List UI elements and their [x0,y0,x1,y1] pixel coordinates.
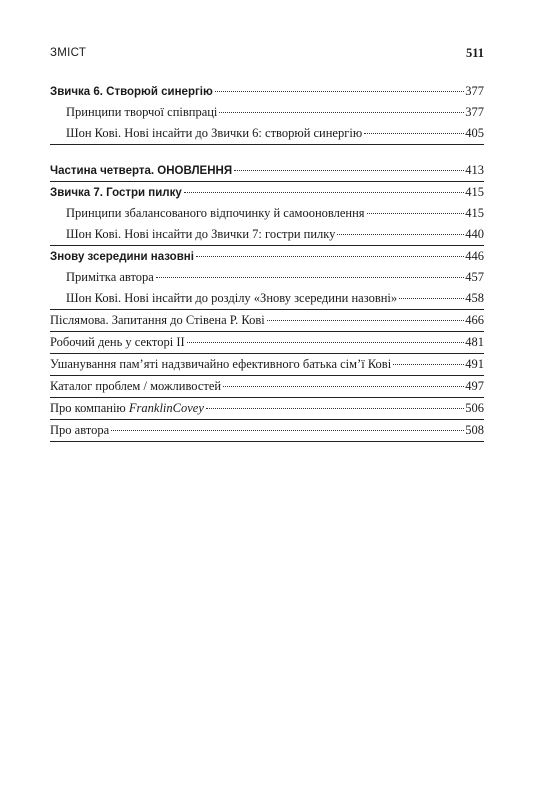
dot-leader [234,170,464,171]
toc-entry-title: Принципи збалансованого відпочинку й самооновлення [66,206,365,220]
dot-leader [219,112,464,113]
toc-section-habit-7 [50,182,484,246]
dot-leader [156,277,464,278]
toc-entry[interactable] [50,160,484,181]
toc-entry-title [50,398,204,419]
toc-entry[interactable] [50,182,484,203]
toc-entry-title: Післямова. Запитання до Стівена Р. Кові [50,313,265,327]
toc-section-inside-out [50,246,484,310]
dot-leader [215,91,464,92]
toc-entry-page: 497 [465,379,484,393]
toc-entry-title: Каталог проблем / можливостей [50,379,222,393]
running-head: ЗМІСТ [50,47,87,59]
toc-entry[interactable] [50,123,484,144]
toc-entry-page: 405 [465,126,484,140]
toc-entry-page: 415 [465,206,484,220]
toc-entry[interactable] [50,81,484,102]
toc-entry[interactable] [50,203,484,224]
toc-entry-title: Примітка автора [66,270,154,284]
dot-leader [364,133,464,134]
toc-entry-page: 491 [465,357,484,371]
dot-leader [367,213,465,214]
page-number: 511 [465,46,484,60]
toc-entry[interactable] [50,288,484,309]
company-name: FranklinCovey [128,401,204,415]
toc-entry-page: 415 [465,185,484,199]
dot-leader [267,320,465,321]
toc-section-habit-6 [50,81,484,145]
toc-entry-title: Про автора [50,423,110,437]
toc-entry-title: Шон Кові. Нові інсайти до Звички 7: гостри пилку [66,227,336,241]
toc-entry[interactable] [50,354,484,376]
dot-leader [393,364,464,365]
toc-entry-page: 440 [465,227,484,241]
dot-leader [111,430,464,431]
toc-entry-page: 458 [465,291,484,305]
toc-entry-title: Принципи творчої співпраці [66,105,218,119]
toc-entry-page: 506 [465,401,484,415]
toc-entry-page: 508 [465,423,484,437]
toc-entry[interactable] [50,398,484,420]
toc-entry[interactable] [50,310,484,332]
toc-entry[interactable] [50,246,484,267]
toc-entry-page: 413 [465,163,484,177]
dot-leader [184,192,464,193]
toc-entry-title: Частина четверта. ОНОВЛЕННЯ [50,165,233,177]
toc-entry[interactable] [50,420,484,442]
dot-leader [196,256,464,257]
table-of-contents [50,81,484,442]
toc-entry-title: Знову зсередини назовні [50,251,194,263]
toc-section-part-four [50,160,484,182]
toc-entry-page: 377 [465,105,484,119]
toc-entry-page: 446 [465,249,484,263]
toc-entry[interactable] [50,102,484,123]
toc-entry[interactable] [50,332,484,354]
toc-entry-title-text: Про компанію [50,401,129,415]
toc-entry-title: Звичка 6. Створюй синергію [50,86,213,98]
dot-leader [399,298,464,299]
toc-entry-page: 457 [465,270,484,284]
toc-entry[interactable] [50,267,484,288]
toc-entry[interactable] [50,376,484,398]
toc-entry-title: Робочий день у секторі II [50,335,185,349]
toc-entry-page: 377 [465,84,484,98]
dot-leader [206,408,464,409]
toc-entry-title: Шон Кові. Нові інсайти до розділу «Знову зсередини назовні» [66,291,398,305]
toc-entry[interactable] [50,224,484,245]
toc-entry-page: 466 [465,313,484,327]
toc-entry-title: Шон Кові. Нові інсайти до Звички 6: створюй синергію [66,126,363,140]
toc-entry-title: Ушанування пам’яті надзвичайно ефективного батька сім’ї Кові [50,357,392,371]
toc-entry-title: Звичка 7. Гостри пилку [50,187,182,199]
dot-leader [187,342,465,343]
dot-leader [337,234,464,235]
toc-entry-page: 481 [465,335,484,349]
dot-leader [223,386,464,387]
